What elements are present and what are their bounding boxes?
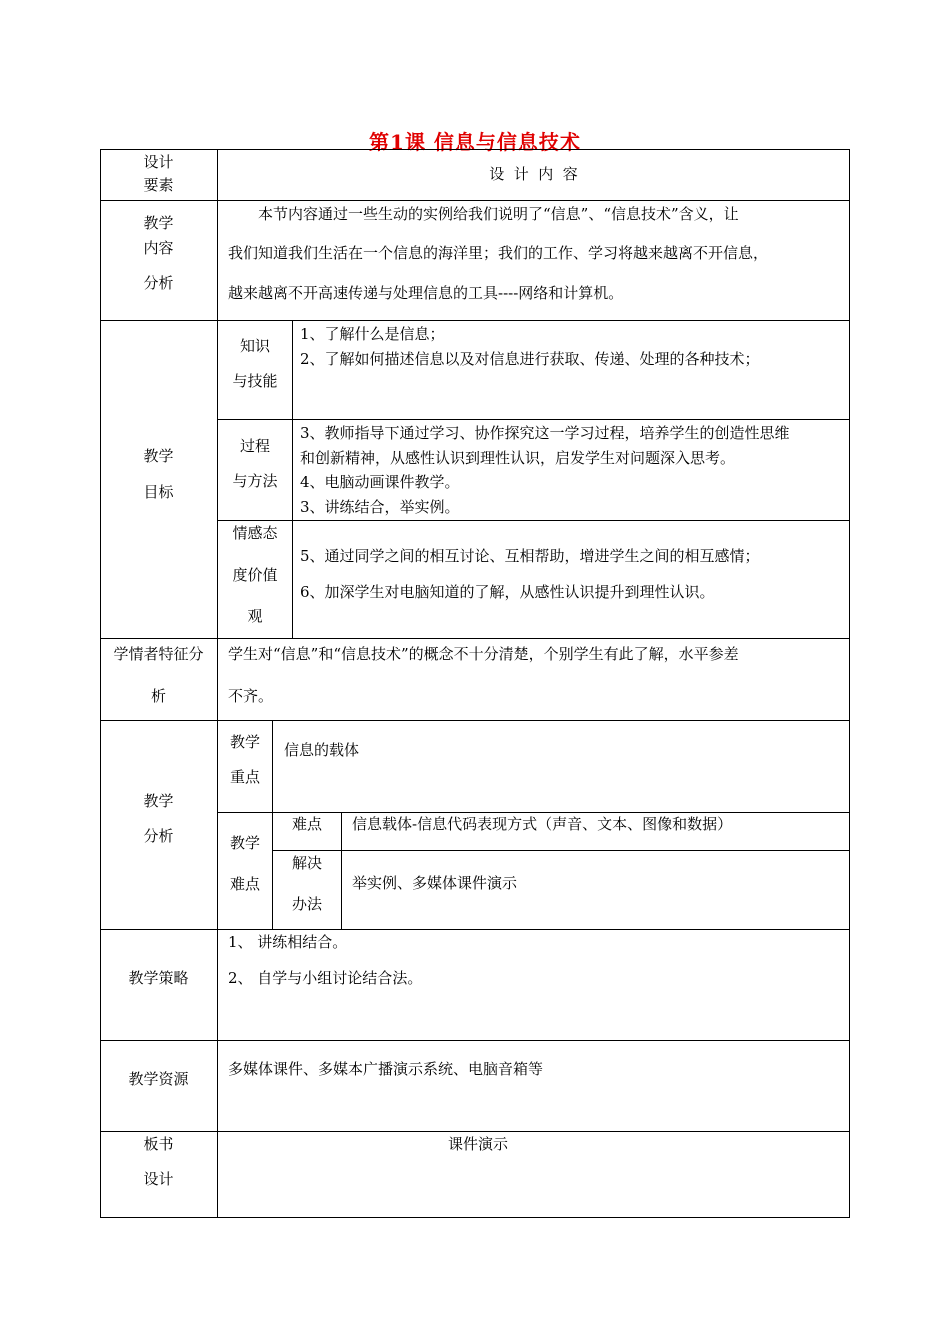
knowledge-label-line2: 与技能 xyxy=(232,372,278,390)
content-analysis-label-line1: 教学 xyxy=(143,214,174,232)
resources-label: 教学资源 xyxy=(128,1070,189,1088)
process-item-1-cont: 和创新精神，从感性认识到理性认识，启发学生对问题深入思考。 xyxy=(300,449,736,467)
learner-label-line1: 学情者特征分 xyxy=(113,645,204,663)
knowledge-item-2: 2、了解如何描述信息以及对信息进行获取、传递、处理的各种技术； xyxy=(300,350,760,368)
emotion-label-line2: 度价值 xyxy=(232,566,278,584)
resources-value: 多媒体课件、多媒本广播演示系统、电脑音箱等 xyxy=(228,1060,544,1078)
header-label-line2: 要素 xyxy=(143,176,174,194)
strategy-item-1: 1、 讲练相结合。 xyxy=(228,933,348,951)
table-border-top xyxy=(100,149,850,150)
board-label-line2: 设计 xyxy=(143,1170,174,1188)
row-separator xyxy=(100,1131,850,1132)
row-separator xyxy=(100,200,850,201)
content-analysis-text-line3: 越来越离不开高速传递与处理信息的工具----网络和计算机。 xyxy=(228,284,624,302)
knowledge-label-line1: 知识 xyxy=(239,337,270,355)
process-item-3: 3、讲练结合，举实例。 xyxy=(300,498,460,516)
content-analysis-label-line3: 分析 xyxy=(143,274,174,292)
key-point-label-line1: 教学 xyxy=(229,733,260,751)
emotion-item-1: 5、通过同学之间的相互讨论、互相帮助，增进学生之间的相互感情； xyxy=(300,547,760,565)
solution-value: 举实例、多媒体课件演示 xyxy=(352,874,518,892)
objectives-sub-divider xyxy=(292,320,293,638)
table-column-divider xyxy=(217,149,218,1217)
table-border-right xyxy=(849,149,850,1217)
row-separator xyxy=(100,929,850,930)
difficulty-label-line1: 教学 xyxy=(229,834,260,852)
board-value: 课件演示 xyxy=(447,1135,508,1153)
page-title: 第1课 信息与信息技术 xyxy=(369,130,581,154)
content-analysis-text-line1: 本节内容通过一些生动的实例给我们说明了“信息”、“信息技术”含义，让 xyxy=(258,205,739,223)
solution-label-line1: 解决 xyxy=(291,854,322,872)
row-separator xyxy=(100,638,850,639)
learner-label-line2: 析 xyxy=(150,687,166,705)
difficulty-value: 信息载体-信息代码表现方式（声音、文本、图像和数据） xyxy=(352,815,733,833)
solution-label-line2: 办法 xyxy=(291,895,322,913)
learner-text-line1: 学生对“信息”和“信息技术”的概念不十分清楚，个别学生有此了解，水平参差 xyxy=(228,645,739,663)
difficulty-sub-separator xyxy=(272,850,850,851)
row-separator xyxy=(100,1040,850,1041)
objectives-label-line2: 目标 xyxy=(143,483,174,501)
header-label-line1: 设计 xyxy=(143,153,174,171)
process-item-1: 3、教师指导下通过学习、协作探究这一学习过程，培养学生的创造性思维 xyxy=(300,424,790,442)
strategy-label: 教学策略 xyxy=(128,969,189,987)
objectives-label-line1: 教学 xyxy=(143,447,174,465)
process-item-2: 4、电脑动画课件教学。 xyxy=(300,473,460,491)
objectives-sub-separator xyxy=(217,419,850,420)
row-separator xyxy=(100,320,850,321)
difficulty-label-line2: 难点 xyxy=(229,875,260,893)
teaching-analysis-label-line2: 分析 xyxy=(143,827,174,845)
content-analysis-text-line2: 我们知道我们生活在一个信息的海洋里；我们的工作、学习将越来越离不开信息， xyxy=(228,244,769,262)
difficulty-sub-divider xyxy=(341,812,342,929)
teaching-analysis-label-line1: 教学 xyxy=(143,792,174,810)
emotion-item-2: 6、加深学生对电脑知道的了解，从感性认识提升到理性认识。 xyxy=(300,583,715,601)
row-separator xyxy=(100,720,850,721)
content-analysis-label-line2: 内容 xyxy=(143,239,174,257)
difficulty-sub-label: 难点 xyxy=(291,815,322,833)
process-label-line1: 过程 xyxy=(239,437,270,455)
process-label-line2: 与方法 xyxy=(232,472,278,490)
emotion-label-line1: 情感态 xyxy=(232,524,278,542)
key-point-label-line2: 重点 xyxy=(229,768,260,786)
learner-text-line2: 不齐。 xyxy=(228,687,274,705)
emotion-label-line3: 观 xyxy=(247,607,263,625)
board-label-line1: 板书 xyxy=(143,1135,174,1153)
objectives-sub-separator xyxy=(217,520,850,521)
header-content-label: 设 计 内 容 xyxy=(489,165,578,183)
strategy-item-2: 2、 自学与小组讨论结合法。 xyxy=(228,969,423,987)
table-border-bottom xyxy=(100,1217,850,1218)
key-point-value: 信息的载体 xyxy=(284,741,360,759)
table-border-left xyxy=(100,149,101,1217)
knowledge-item-1: 1、了解什么是信息； xyxy=(300,325,445,343)
analysis-sub-separator xyxy=(217,812,850,813)
